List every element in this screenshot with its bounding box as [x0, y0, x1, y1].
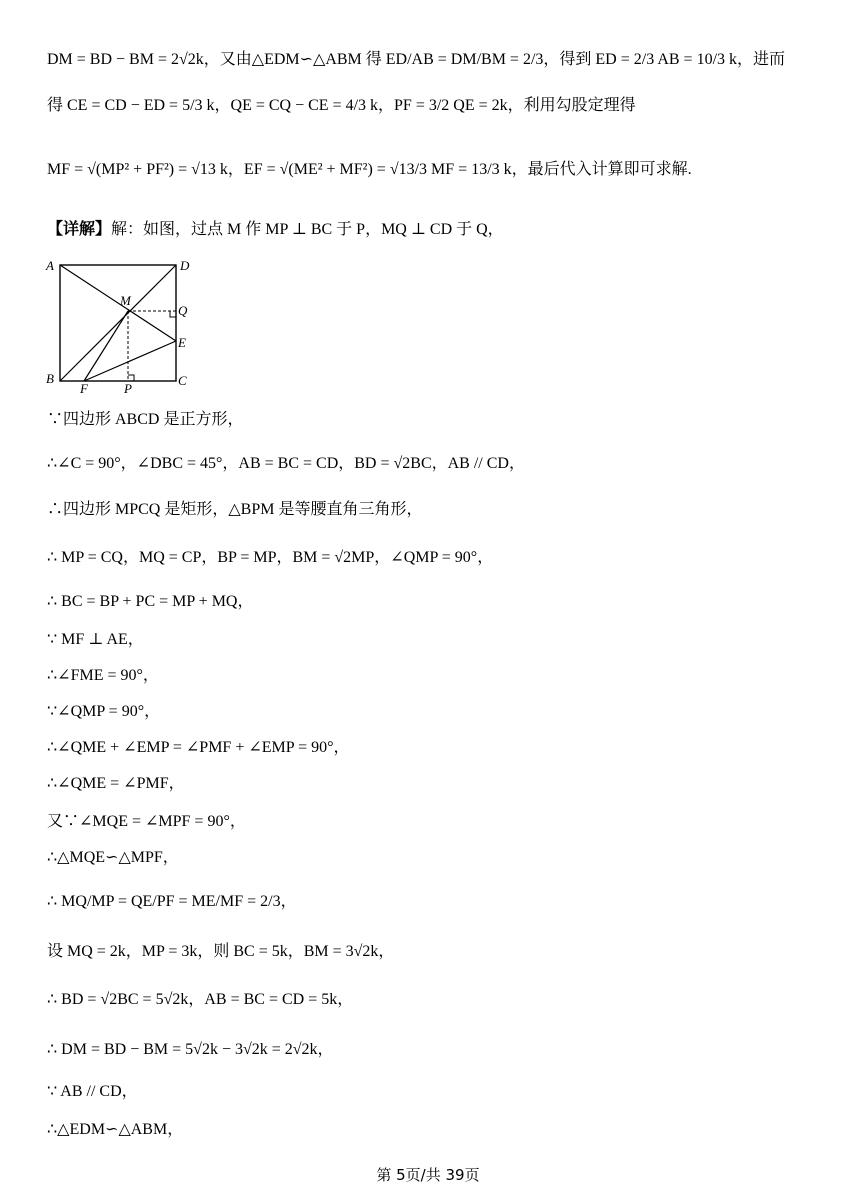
step-5: ∴ BC = BP + PC = MP + MQ， [47, 593, 254, 610]
step-7: ∴∠FME = 90°， [47, 667, 159, 684]
segment-ae [60, 265, 176, 341]
label-f: F [80, 381, 88, 395]
label-d: D [180, 258, 190, 273]
step-9: ∴∠QME + ∠EMP = ∠PMF + ∠EMP = 90°， [47, 739, 350, 756]
step-15: ∴ BD = √2BC = 5√2k，AB = BC = CD = 5k， [47, 991, 354, 1008]
step-13: ∴ MQ/MP = QE/PF = ME/MF = 2/3， [47, 893, 297, 910]
label-e: E [178, 335, 186, 350]
step-18: ∴△EDM∽△ABM， [47, 1121, 184, 1138]
step-12: ∴△MQE∽△MPF， [47, 849, 179, 866]
label-b: B [46, 371, 54, 386]
step-16: ∴ DM = BD − BM = 5√2k − 3√2k = 2√2k， [47, 1041, 334, 1058]
label-c: C [178, 373, 187, 388]
detail-tag: 【详解】 [47, 221, 112, 238]
step-3: ∴四边形 MPCQ 是矩形，△BPM 是等腰直角三角形， [47, 501, 423, 518]
page-footer: 第 5页/共 39页 [376, 1166, 480, 1184]
label-a: A [46, 258, 54, 273]
label-m: M [120, 293, 131, 308]
step-14: 设 MQ = 2k，MP = 3k，则 BC = 5k，BM = 3√2k， [47, 943, 395, 960]
step-10: ∴∠QME = ∠PMF， [47, 775, 185, 792]
label-q: Q [178, 303, 188, 318]
step-17: ∵ AB // CD， [47, 1083, 138, 1100]
square-diagram [44, 255, 204, 395]
step-6: ∵ MF ⊥ AE， [47, 631, 144, 648]
detail-intro: 解：如图，过点 M 作 MP ⊥ BC 于 P，MQ ⊥ CD 于 Q， [111, 221, 504, 238]
analysis-line-3: MF = √(MP² + PF²) = √13 k，EF = √(ME² + MF²) = √13/3 MF = 13/3 k，最后代入计算即可求解. [47, 161, 692, 178]
label-p: P [124, 381, 132, 395]
diagonal-bd [60, 265, 176, 381]
step-11: 又∵∠MQE = ∠MPF = 90°， [47, 813, 246, 830]
step-2: ∴∠C = 90°，∠DBC = 45°，AB = BC = CD，BD = √2BC，AB // CD， [47, 455, 525, 472]
step-8: ∵∠QMP = 90°， [47, 703, 161, 720]
right-angle-q [170, 311, 176, 317]
step-1: ∵四边形 ABCD 是正方形， [47, 411, 244, 428]
segment-mf [84, 311, 128, 381]
analysis-line-2: 得 CE = CD − ED = 5/3 k，QE = CQ − CE = 4/3 k，PF = 3/2 QE = 2k，利用勾股定理得 [47, 97, 636, 114]
analysis-line-1: DM = BD − BM = 2√2k，又由△EDM∽△ABM 得 ED/AB = DM/BM = 2/3，得到 ED = 2/3 AB = 10/3 k，进而 [47, 51, 786, 68]
step-4: ∴ MP = CQ，MQ = CP，BP = MP，BM = √2MP，∠QMP = 90°， [47, 549, 494, 566]
detail-intro-line [47, 218, 504, 242]
